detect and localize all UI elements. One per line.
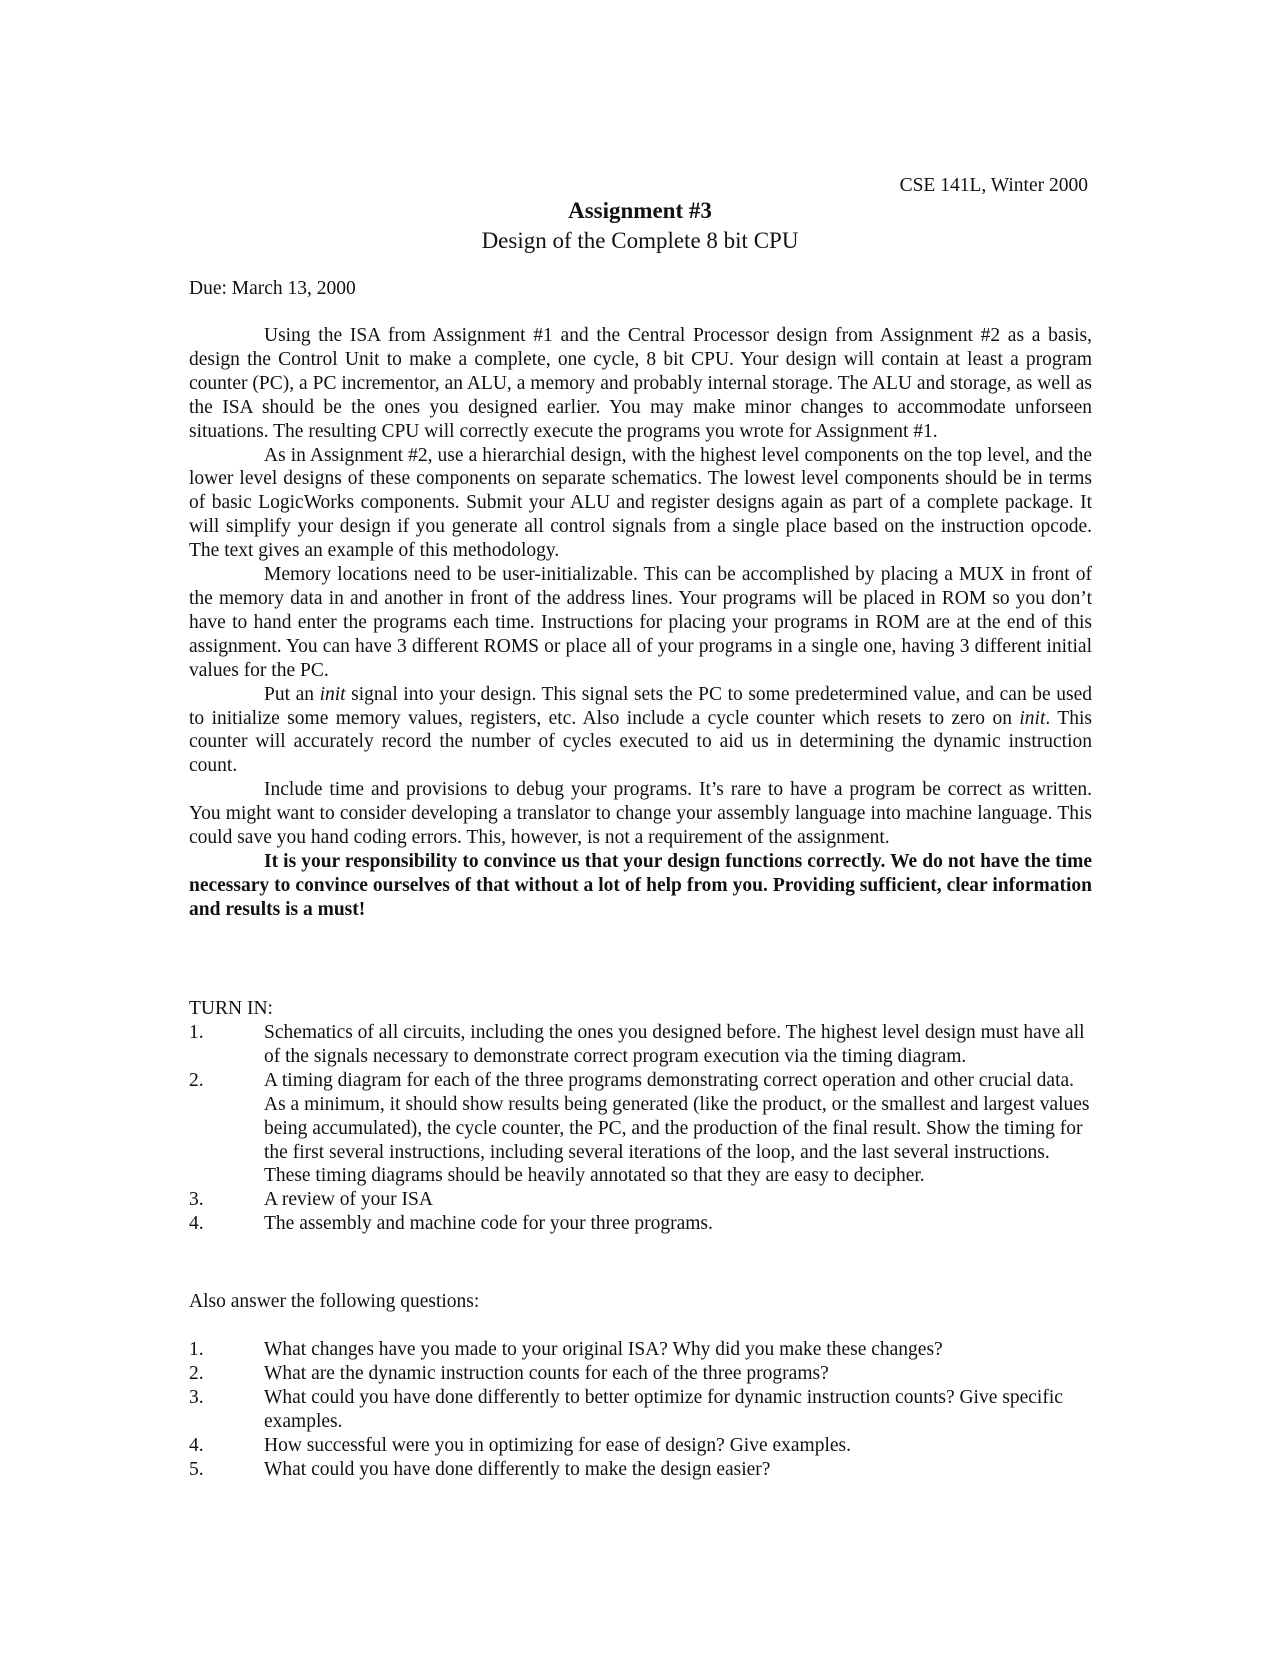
item-number: 2. [189, 1362, 204, 1384]
item-number: 3. [189, 1386, 204, 1408]
course-label: CSE 141L, Winter 2000 [899, 175, 1088, 196]
list-item [189, 1434, 1092, 1458]
paragraph-memory-init: Memory locations need to be user-initializable. This can be accomplished by placing a MUX in front of the memory data in and another in front of the address lines. Your programs will be placed in ROM so you don’t have to hand enter the programs each time. Instructions for placing your programs in ROM are at the end of this assignment. You can have 3 different ROMS or place all of your programs in a single one, having 3 different initial values for the PC. [189, 564, 1092, 681]
item-number: 4. [189, 1213, 204, 1235]
assignment-body [189, 324, 1092, 922]
item-number: 1. [189, 1339, 204, 1360]
paragraph-debug: Include time and provisions to debug your programs. It’s rare to have a program be correct as written. You might want to consider developing a translator to change your assembly language into machine language. This could save you hand coding errors. This, however, is not a requirement of the assignment. [189, 779, 1092, 849]
questions-heading: Also answer the following questions: [189, 1291, 480, 1312]
list-item [189, 1212, 1092, 1236]
list-item [189, 1458, 1092, 1482]
turn-in-heading: TURN IN: [189, 998, 273, 1019]
turn-in-list [189, 1021, 1092, 1236]
list-item [189, 1069, 1092, 1189]
item-number: 2. [189, 1069, 204, 1091]
paragraph-isa-basis: Using the ISA from Assignment #1 and the Central Processor design from Assignment #2 as a basis, design the Control Unit to make a complete, one cycle, 8 bit CPU. Your design will contain at least a program counter (PC), a PC incrementor, an ALU, a memory and probably internal storage. The ALU and storage, as well as the ISA should be the ones you designed earlier. You may make minor changes to accommodate unforseen situations. The resulting CPU will correctly execute the programs you wrote for Assignment #1. [189, 325, 1092, 442]
item-text: What are the dynamic instruction counts for each of the three programs? [264, 1362, 829, 1384]
list-item [189, 1362, 1092, 1386]
item-number: 5. [189, 1458, 204, 1480]
paragraph-init-signal [189, 683, 1092, 779]
due-date: Due: March 13, 2000 [189, 278, 356, 299]
list-item [189, 1386, 1092, 1434]
item-text: Schematics of all circuits, including the ones you designed before. The highest level design must have all of the signals necessary to demonstrate correct program execution via the timing diagram. [264, 1022, 1085, 1067]
init-term: init [1019, 707, 1046, 729]
item-text: What could you have done differently to make the design easier? [264, 1458, 771, 1480]
item-text: What changes have you made to your original ISA? Why did you make these changes? [264, 1339, 943, 1360]
questions-list [189, 1338, 1092, 1481]
paragraph-responsibility: It is your responsibility to convince us that your design functions correctly. We do not have the time necessary to convince ourselves of that without a lot of help from you. Providing sufficient, clear information and results is a must! [189, 850, 1092, 920]
item-number: 3. [189, 1189, 204, 1211]
init-text-c: . This counter will accurately record the number of cycles executed to aid us in determining the dynamic instruction count. [189, 707, 1092, 777]
list-item [189, 1021, 1092, 1069]
list-item [189, 1338, 1092, 1362]
item-text: A review of your ISA [264, 1189, 433, 1211]
page-subtitle: Design of the Complete 8 bit CPU [481, 228, 799, 253]
init-text-b: signal into your design. This signal sets the PC to some predetermined value, and can be used to initialize some memory values, registers, etc. Also include a cycle counter which resets to zero on [189, 683, 1093, 729]
item-number: 4. [189, 1434, 204, 1456]
item-text: What could you have done differently to better optimize for dynamic instruction counts? Give specific examples. [264, 1386, 1063, 1432]
item-number: 1. [189, 1022, 204, 1043]
page-title: Assignment #3 [568, 198, 712, 223]
item-text: A timing diagram for each of the three programs demonstrating correct operation and other crucial data. As a minimum, it should show results being generated (like the product, or the smallest and largest values being accumulated), the cycle counter, the PC, and the production of the final result. Show the timing for the first several instructions, including several iterations of the loop, and the last several instructions. These timing diagrams should be heavily annotated so that they are easy to decipher. [264, 1069, 1090, 1187]
paragraph-hierarchical-design: As in Assignment #2, use a hierarchial design, with the highest level components on the top level, and the lower level designs of these components on separate schematics. The lowest level components should be in terms of basic LogicWorks components. Submit your ALU and register designs again as part of a complete package. It will simplify your design if you generate all control signals from a single place based on the instruction opcode. The text gives an example of this methodology. [189, 444, 1092, 562]
item-text: How successful were you in optimizing for ease of design? Give examples. [264, 1434, 851, 1456]
init-term: init [319, 683, 346, 705]
init-text-a: Put an [264, 683, 320, 705]
item-text: The assembly and machine code for your three programs. [264, 1213, 713, 1235]
list-item [189, 1188, 1092, 1212]
